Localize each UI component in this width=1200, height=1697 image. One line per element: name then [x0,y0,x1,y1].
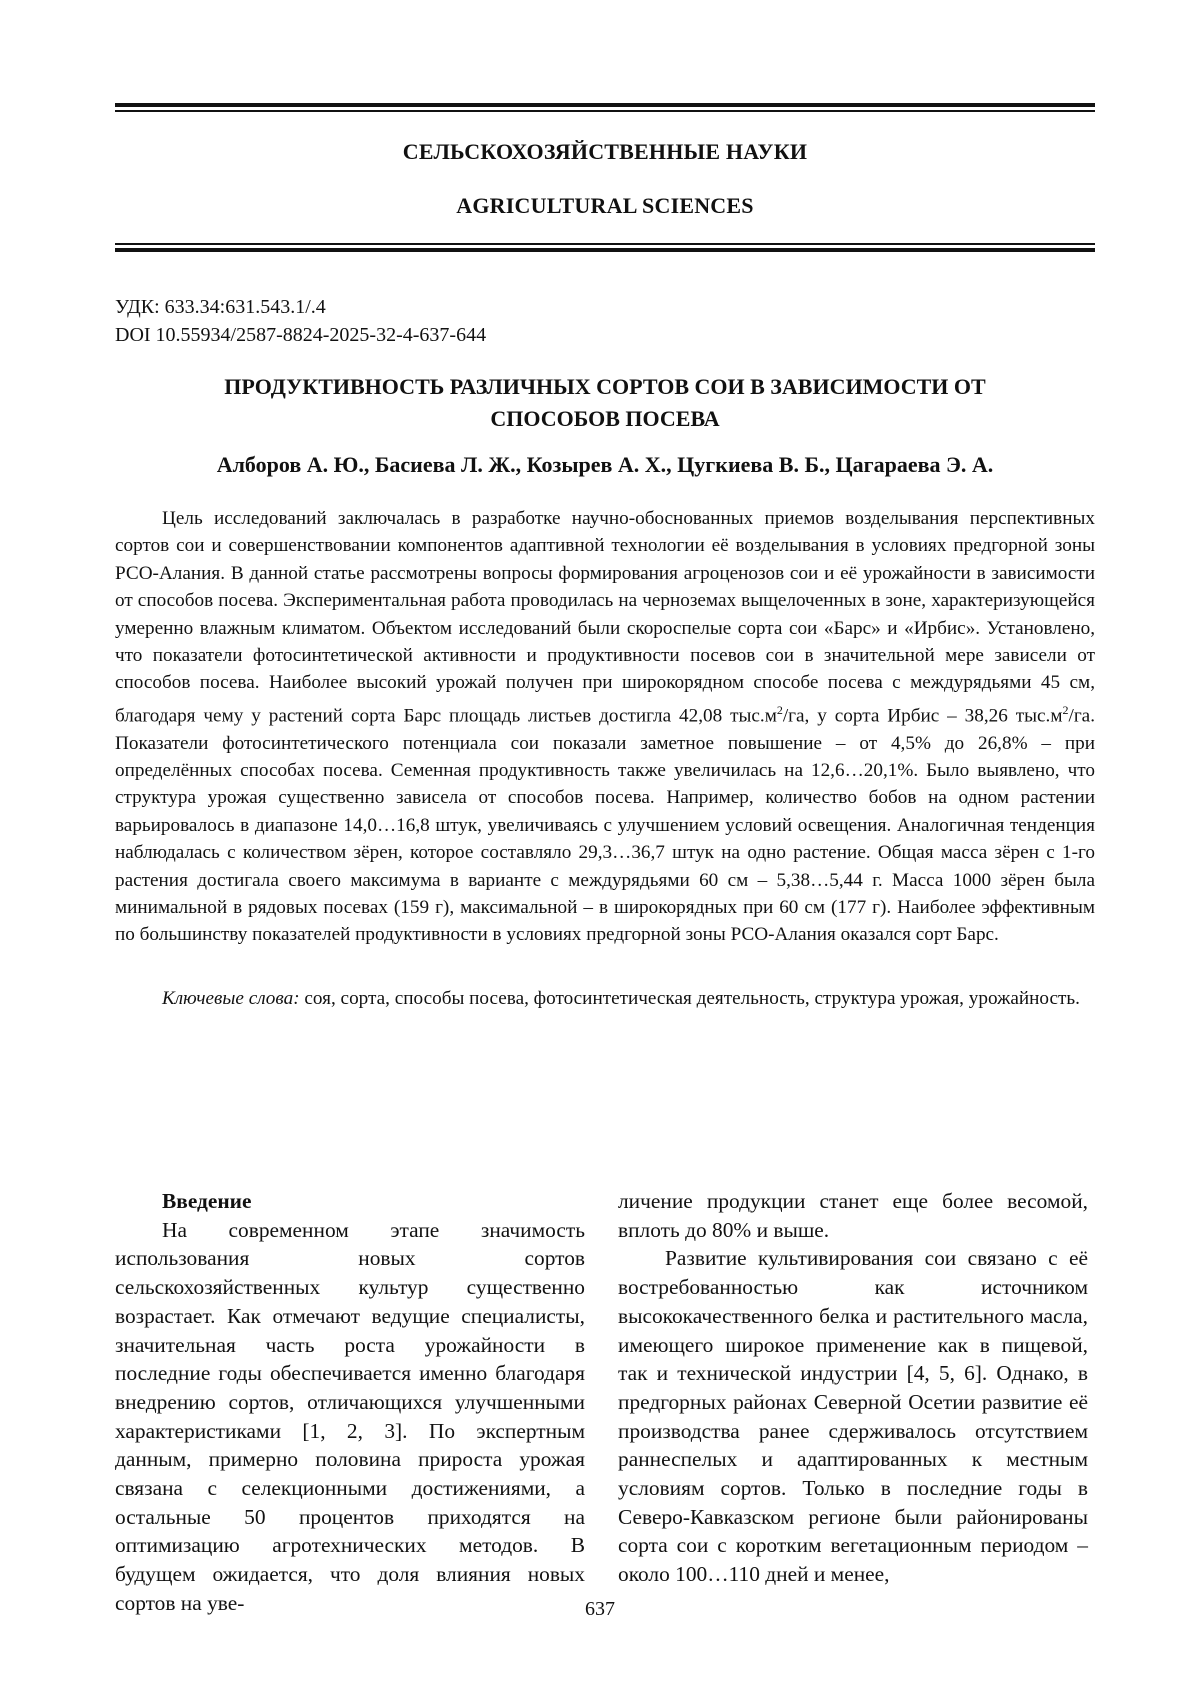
page-number: 637 [585,1598,615,1620]
right-paragraph-1: личение продукции станет еще более весомой, вплоть до 80% и выше. [618,1189,1088,1242]
abstract-sup-2: 2 [1062,702,1069,717]
keywords-text: соя, сорта, способы посева, фотосинтетическая деятельность, структура урожая, урожайность. [299,988,1080,1009]
right-paragraph-2: Развитие культивирования сои связано с её востребованностью как источником высококачественного белка и растительного масла, имеющего широкое применение как в пищевой, так и технической индустрии [4, 5, 6]. Однако, в предгорных районах Северной Осетии развитие её производства ранее сдерживалось отсутствием раннеспелых и адаптированных к местным условиям сортов. Только в последние годы в Северо-Кавказском регионе были районированы сорта сои с коротким вегетационным периодом – около 100…110 дней и менее, [618,1246,1088,1587]
keywords-label: Ключевые слова: [162,988,300,1009]
header-bottom-rule [115,243,1095,252]
article-title [115,371,1095,435]
abstract-sup-1: 2 [776,702,783,717]
section-title-ru: СЕЛЬСКОХОЗЯЙСТВЕННЫЕ НАУКИ [402,139,808,164]
section-title-en: AGRICULTURAL SCIENCES [456,193,754,218]
body-left-column [115,1187,585,1618]
intro-heading: Введение [162,1189,252,1213]
body-right-column [618,1187,1088,1589]
keywords [115,985,1095,1012]
authors: Алборов А. Ю., Басиева Л. Ж., Козырев А. Х., Цугкиева В. Б., Цагараева Э. А. [216,452,994,477]
doi-line: DOI 10.55934/2587-8824-2025-32-4-637-644 [115,324,487,346]
abstract-part-3: /га. Показатели фотосинтетического потенциала сои показали заметное повышение – от 4,5% до 26,8% – при определённых способах посева. Семенная продуктивность также увеличилась на 12,6…20,1%. Было выявлено, что структура урожая существенно зависела от способов посева. Например, количество бобов на одном растении варьировалось в диапазоне 14,0…16,8 штук, увеличиваясь с улучшением условий освещения. Аналогичная тенденция наблюдалась с количеством зёрен, которое составляло 29,3…36,7 штук на одно растение. Общая масса зёрен с 1-го растения достигала своего максимума в варианте с междурядьями 60 см – 5,38…5,44 г. Масса 1000 зёрен была минимальной в рядовых посевах (159 г), максимальной – в широкорядных при 60 см (177 г). Наиболее эффективным по большинству показателей продуктивности в условиях предгорной зоны РСО-Алания оказался сорт Барс. [115,705,1095,946]
article-title-line-2: СПОСОБОВ ПОСЕВА [490,406,720,431]
left-paragraph-1: На современном этапе значимость использования новых сортов сельскохозяйственных культур существенно возрастает. Как отмечают ведущие специалисты, значительная часть роста урожайности в последние годы обеспечивается именно благодаря внедрению сортов, отличающихся улучшенными характеристиками [1, 2, 3]. По экспертным данным, примерно половина прироста урожая связана с селекционными достижениями, а остальные 50 процентов приходятся на оптимизацию агротехнических методов. В будущем ожидается, что доля влияния новых сортов на уве- [115,1217,585,1615]
udk-line: УДК: 633.34:631.543.1/.4 [115,296,326,318]
abstract-part-2: /га, у сорта Ирбис – 38,26 тыс.м [782,705,1063,727]
article-title-line-1: ПРОДУКТИВНОСТЬ РАЗЛИЧНЫХ СОРТОВ СОИ В ЗАВИСИМОСТИ ОТ [224,374,986,399]
abstract [115,505,1095,949]
top-rule [115,103,1095,112]
abstract-part-1: Цель исследований заключалась в разработке научно-обоснованных приемов возделывания перспективных сортов сои и совершенствовании компонентов адаптивной технологии её возделывания в условиях предгорной зоны РСО-Алания. В данной статье рассмотрены вопросы формирования агроценозов сои и её урожайности в зависимости от способов посева. Экспериментальная работа проводилась на черноземах выщелоченных в зоне, характеризующейся умеренно влажным климатом. Объектом исследований были скороспелые сорта сои «Барс» и «Ирбис». Установлено, что показатели фотосинтетической активности и продуктивности посевов сои в значительной мере зависели от способов посева. Наиболее высокий урожай получен при широкорядном способе посева с междурядьями 45 см, благодаря чему у растений сорта Барс площадь листьев достигла 42,08 тыс.м [115,508,1095,727]
